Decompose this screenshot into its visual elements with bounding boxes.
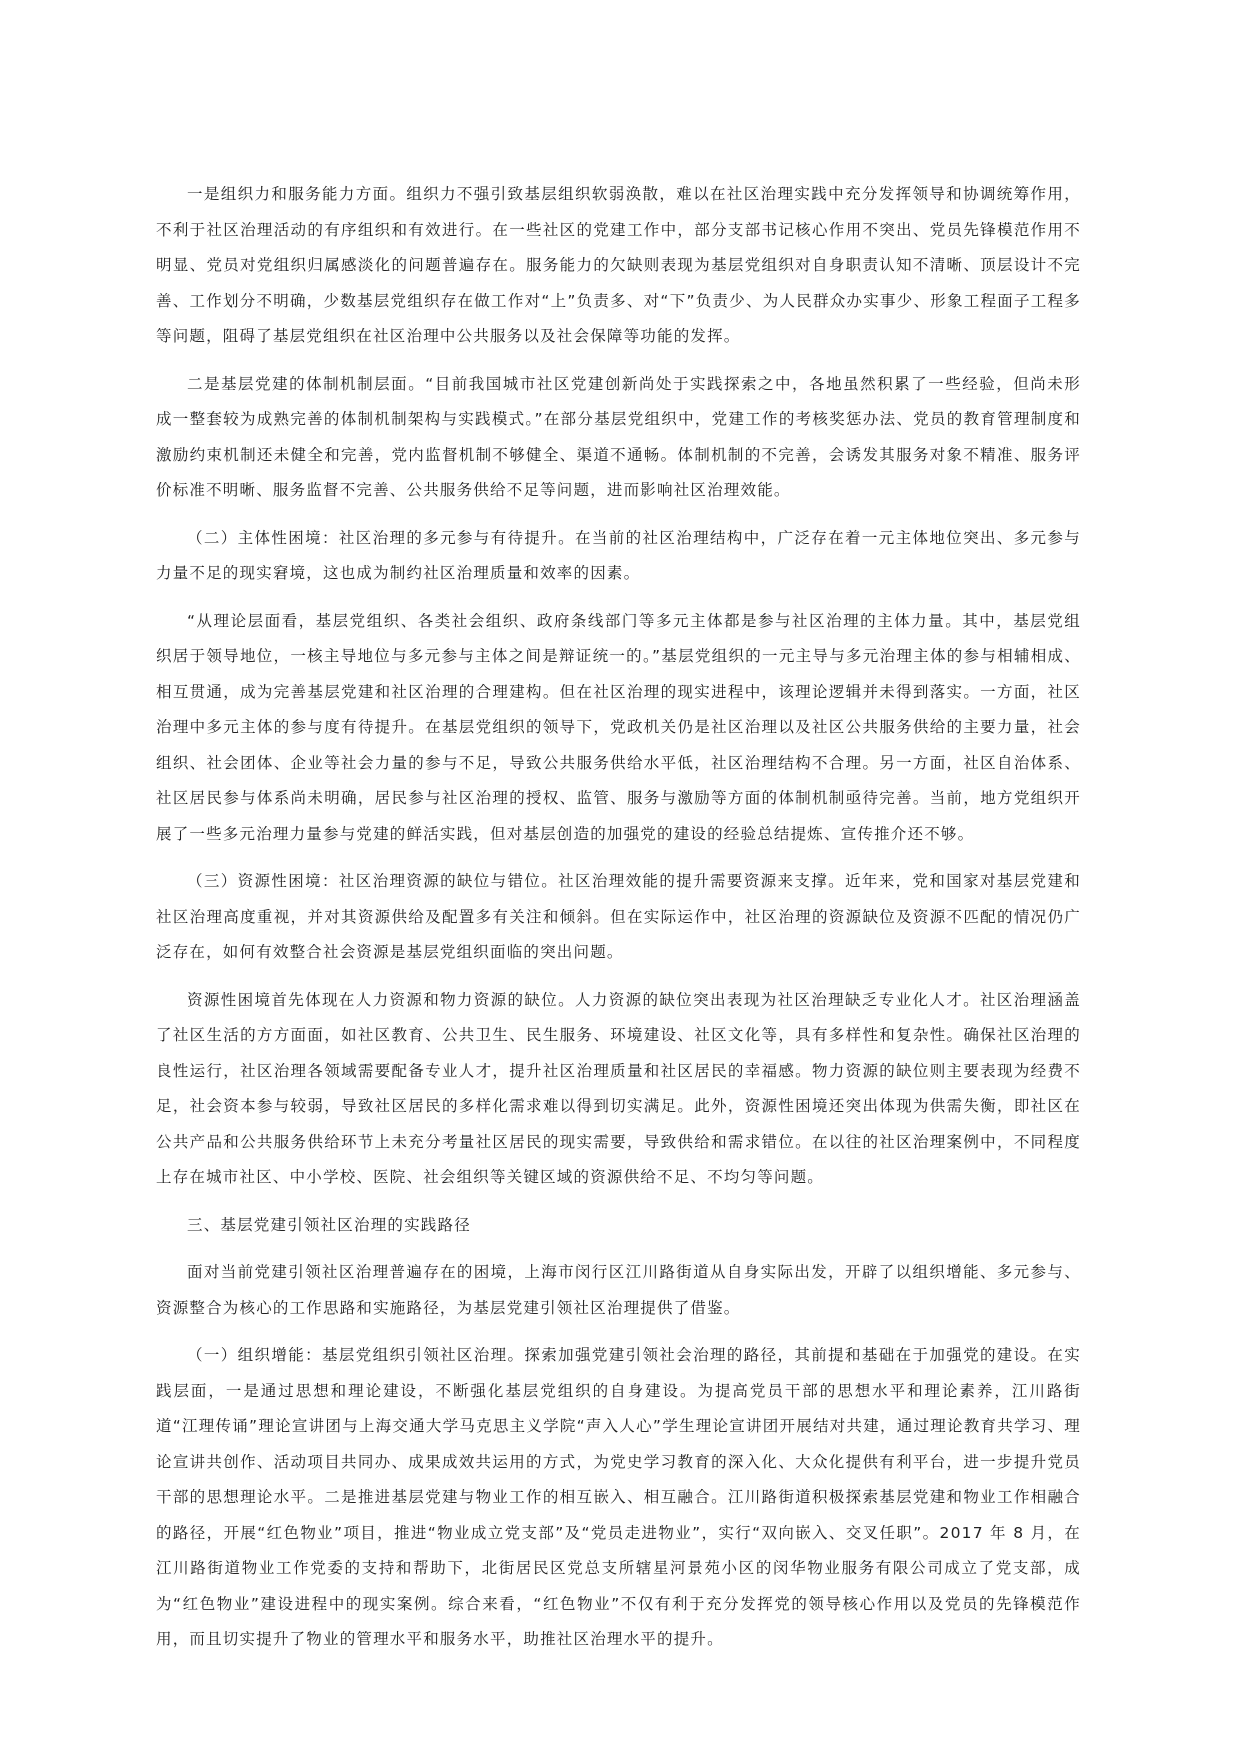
paragraph-organization-capacity: 一是组织力和服务能力方面。组织力不强引致基层组织软弱涣散，难以在社区治理实践中充分发挥领导和协调统筹作用，不利于社区治理活动的有序组织和有效进行。在一些社区的党建工作中，部分支部书记核心作用不突出、党员先锋模范作用不明显、党员对党组织归属感淡化的问题普遍存在。服务能力的欠缺则表现为基层党组织对自身职责认知不清晰、顶层设计不完善、工作划分不明确，少数基层党组织存在做工作对“上”负责多、对“下”负责少、为人民群众办实事少、形象工程面子工程多等问题，阻碍了基层党组织在社区治理中公共服务以及社会保障等功能的发挥。 [156, 185, 1081, 345]
paragraph-subject-dilemma: （二）主体性困境：社区治理的多元参与有待提升。在当前的社区治理结构中，广泛存在着一元主体地位突出、多元参与力量不足的现实窘境，这也成为制约社区治理质量和效率的因素。 [156, 528, 1081, 582]
paragraph-institutional-mechanism: 二是基层党建的体制机制层面。“目前我国城市社区党建创新尚处于实践探索之中，各地虽然积累了一些经验，但尚未形成一整套较为成熟完善的体制机制架构与实践模式。”在部分基层党组织中，党建工作的考核奖惩办法、党员的教育管理制度和激励约束机制还未健全和完善，党内监督机制不够健全、渠道不通畅。体制机制的不完善，会诱发其服务对象不精准、服务评价标准不明晰、服务监督不完善、公共服务供给不足等问题，进而影响社区治理效能。 [156, 374, 1081, 499]
section-heading-practice-path: 三、基层党建引领社区治理的实践路径 [187, 1215, 471, 1234]
document-body [156, 177, 1081, 1670]
paragraph-organization-empowerment: （一）组织增能：基层党组织引领社区治理。探索加强党建引领社会治理的路径，其前提和基础在于加强党的建设。在实践层面，一是通过思想和理论建设，不断强化基层党组织的自身建设。为提高党员干部的思想水平和理论素养，江川路街道“江理传诵”理论宣讲团与上海交通大学马克思主义学院“声入人心”学生理论宣讲团开展结对共建，通过理论教育共学习、理论宣讲共创作、活动项目共同办、成果成效共运用的方式，为党史学习教育的深入化、大众化提供有利平台，进一步提升党员干部的思想理论水平。二是推进基层党建与物业工作的相互嵌入、相互融合。江川路街道积极探索基层党建和物业工作相融合的路径，开展“红色物业”项目，推进“物业成立党支部”及“党员走进物业”，实行“双向嵌入、交叉任职”。2017 年 8 月，在江川路街道物业工作党委的支持和帮助下，北街居民区党总支所辖星河景苑小区的闵华物业服务有限公司成立了党支部，成为“红色物业”建设进程中的现实案例。综合来看，“红色物业”不仅有利于充分发挥党的领导核心作用以及党员的先锋模范作用，而且切实提升了物业的管理水平和服务水平，助推社区治理水平的提升。 [156, 1346, 1081, 1648]
paragraph-theory-level: “从理论层面看，基层党组织、各类社会组织、政府条线部门等多元主体都是参与社区治理的主体力量。其中，基层党组织居于领导地位，一核主导地位与多元参与主体之间是辩证统一的。”基层党组织的一元主导与多元治理主体的参与相辅相成、相互贯通，成为完善基层党建和社区治理的合理建构。但在社区治理的现实进程中，该理论逻辑并未得到落实。一方面，社区治理中多元主体的参与度有待提升。在基层党组织的领导下，党政机关仍是社区治理以及社区公共服务供给的主要力量，社会组织、社会团体、企业等社会力量的参与不足，导致公共服务供给水平低，社区治理结构不合理。另一方面，社区自治体系、社区居民参与体系尚未明确，居民参与社区治理的授权、监管、服务与激励等方面的体制机制亟待完善。当前，地方党组织开展了一些多元治理力量参与党建的鲜活实践，但对基层创造的加强党的建设的经验总结提炼、宣传推介还不够。 [156, 611, 1081, 843]
paragraph-jiangchuan-approach: 面对当前党建引领社区治理普遍存在的困境，上海市闵行区江川路街道从自身实际出发，开辟了以组织增能、多元参与、资源整合为核心的工作思路和实施路径，为基层党建引领社区治理提供了借鉴。 [156, 1263, 1081, 1317]
paragraph-resource-shortage: 资源性困境首先体现在人力资源和物力资源的缺位。人力资源的缺位突出表现为社区治理缺乏专业化人才。社区治理涵盖了社区生活的方方面面，如社区教育、公共卫生、民生服务、环境建设、社区文化等，具有多样性和复杂性。确保社区治理的良性运行，社区治理各领域需要配备专业人才，提升社区治理质量和社区居民的幸福感。物力资源的缺位则主要表现为经费不足，社会资本参与较弱，导致社区居民的多样化需求难以得到切实满足。此外，资源性困境还突出体现为供需失衡，即社区在公共产品和公共服务供给环节上未充分考量社区居民的现实需要，导致供给和需求错位。在以往的社区治理案例中，不同程度上存在城市社区、中小学校、医院、社会组织等关键区域的资源供给不足、不均匀等问题。 [156, 990, 1081, 1186]
paragraph-resource-dilemma: （三）资源性困境：社区治理资源的缺位与错位。社区治理效能的提升需要资源来支撑。近年来，党和国家对基层党建和社区治理高度重视，并对其资源供给及配置多有关注和倾斜。但在实际运作中，社区治理的资源缺位及资源不匹配的情况仍广泛存在，如何有效整合社会资源是基层党组织面临的突出问题。 [156, 872, 1081, 961]
